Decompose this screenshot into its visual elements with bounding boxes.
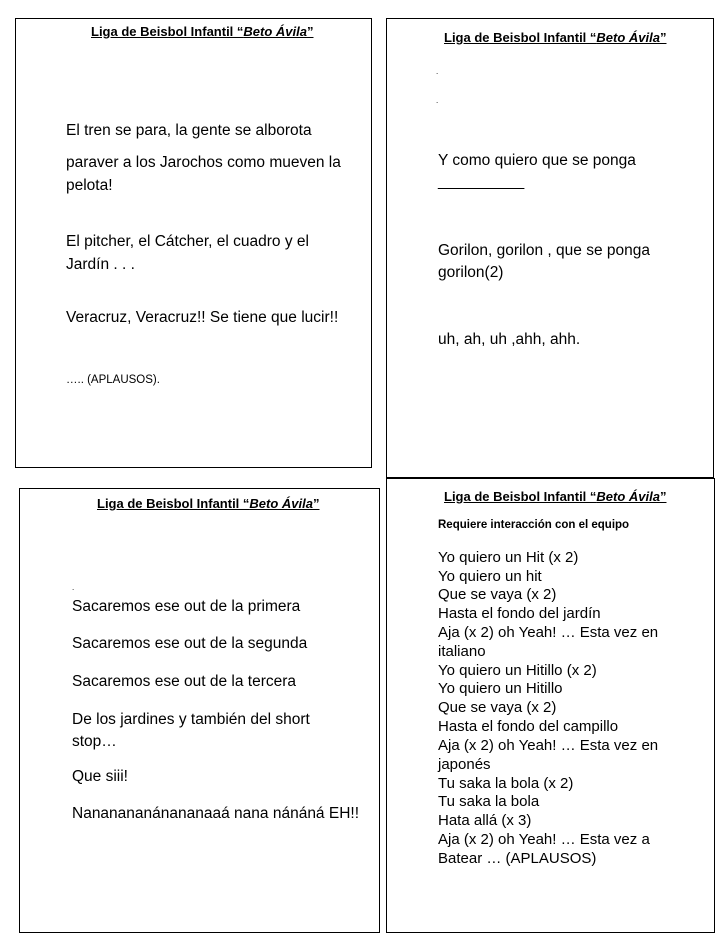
applause-note: ….. (APLAUSOS). (66, 374, 160, 386)
chant-line: Que se vaya (x 2) (438, 586, 557, 603)
chant-line: Batear … (APLAUSOS) (438, 850, 597, 867)
header-prefix: Liga de Beisbol Infantil “ (97, 496, 250, 511)
card-bottom-left-header (97, 496, 319, 511)
verse-line: __________ (438, 173, 525, 190)
dot-mark: . (436, 67, 439, 76)
card-top-left-header (91, 24, 313, 39)
verse-line: De los jardines y también del short (72, 711, 310, 728)
chant-line: italiano (438, 643, 486, 660)
dot-mark: . (72, 583, 75, 592)
verse-line: uh, ah, uh ,ahh, ahh. (438, 331, 581, 348)
header-name: Beto Ávila (596, 30, 660, 45)
verse-line: Y como quiero que se ponga (438, 152, 636, 169)
verse-line: pelota! (66, 177, 113, 194)
header-suffix: ” (659, 489, 667, 504)
verse-line: paraver a los Jarochos como mueven la (66, 154, 341, 171)
header-name: Beto Ávila (596, 489, 660, 504)
chant-line: Aja (x 2) oh Yeah! … Esta vez en (438, 737, 659, 754)
chant-line: Hasta el fondo del campillo (438, 718, 619, 735)
verse-line: Veracruz, Veracruz!! Se tiene que lucir!! (66, 309, 339, 326)
header-prefix: Liga de Beisbol Infantil “ (91, 24, 244, 39)
verse-line: gorilon(2) (438, 264, 504, 281)
card-bottom-right-header (444, 489, 666, 504)
verse-line: stop… (72, 733, 117, 750)
chant-line: Tu saka la bola (438, 793, 540, 810)
header-suffix: ” (306, 24, 314, 39)
chant-line: Aja (x 2) oh Yeah! … Esta vez a (438, 831, 650, 848)
chant-line: Yo quiero un Hit (x 2) (438, 549, 579, 566)
verse-line: Que siii! (72, 768, 128, 785)
header-prefix: Liga de Beisbol Infantil “ (444, 489, 597, 504)
chant-line: Yo quiero un hit (438, 568, 542, 585)
verse-line: Sacaremos ese out de la primera (72, 598, 301, 615)
header-suffix: ” (659, 30, 667, 45)
chant-line: Yo quiero un Hitillo (438, 680, 563, 697)
chant-line: Hasta el fondo del jardín (438, 605, 601, 622)
card-top-right-header (444, 30, 666, 45)
chant-line: Hata allá (x 3) (438, 812, 532, 829)
chant-line: japonés (438, 756, 491, 773)
chant-line: Que se vaya (x 2) (438, 699, 557, 716)
verse-line: Sacaremos ese out de la tercera (72, 673, 297, 690)
interaction-note: Requiere interacción con el equipo (438, 519, 630, 531)
verse-line: El tren se para, la gente se alborota (66, 122, 312, 139)
header-suffix: ” (312, 496, 320, 511)
chant-line: Tu saka la bola (x 2) (438, 775, 574, 792)
dot-mark: . (436, 96, 439, 105)
header-name: Beto Ávila (243, 24, 307, 39)
verse-line: El pitcher, el Cátcher, el cuadro y el (66, 233, 309, 250)
chant-line: Aja (x 2) oh Yeah! … Esta vez en (438, 624, 659, 641)
header-prefix: Liga de Beisbol Infantil “ (444, 30, 597, 45)
verse-line: Sacaremos ese out de la segunda (72, 635, 308, 652)
chant-line: Yo quiero un Hitillo (x 2) (438, 662, 597, 679)
verse-line: Gorilon, gorilon , que se ponga (438, 242, 650, 259)
header-name: Beto Ávila (249, 496, 313, 511)
verse-line: Nananananánananaaá nana nánáná EH!! (72, 805, 360, 822)
verse-line: Jardín . . . (66, 256, 135, 273)
